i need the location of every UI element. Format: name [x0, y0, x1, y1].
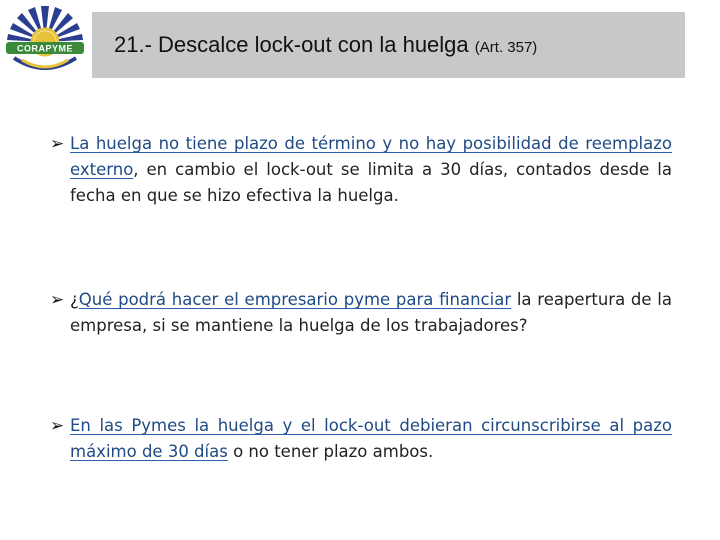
title-main: 21.- Descalce lock-out con la huelga: [114, 32, 469, 57]
arrow-bullet-icon: ➢: [50, 416, 65, 436]
title-article-ref: (Art. 357): [474, 39, 538, 56]
svg-text:CORAPYME: CORAPYME: [16, 43, 74, 54]
sunburst-logo-icon: [4, 2, 86, 78]
arrow-bullet-icon: ➢: [50, 134, 65, 154]
arrow-bullet-icon: ➢: [50, 290, 65, 310]
underlined-text: En las Pymes la huelga y el lock-out debieran circunscribirse al pazo máximo de 30 días: [70, 416, 672, 461]
bullet-item: [50, 413, 672, 465]
plain-text: la reapertura de la empresa, si se mantiene la huelga de los trabajadores?: [70, 290, 672, 335]
underlined-text: La huelga no tiene plazo de término y no hay posibilidad de reemplazo externo: [70, 134, 672, 179]
bullet-item: [50, 131, 672, 209]
plain-text: o no tener plazo ambos.: [227, 442, 434, 461]
bullet-text: [70, 131, 672, 209]
corapyme-logo: [4, 2, 86, 78]
title-bar: [92, 12, 685, 78]
plain-text: ¿: [70, 290, 79, 309]
bullet-text: [70, 413, 672, 465]
bullet-item: [50, 287, 672, 339]
plain-text: , en cambio el lock-out se limita a 30 días, contados desde la fecha en que se hizo efectiva la huelga.: [70, 160, 672, 205]
underlined-text: Qué podrá hacer el empresario pyme para financiar: [78, 290, 512, 309]
page-title: [114, 32, 537, 58]
bullet-text: [70, 287, 672, 339]
